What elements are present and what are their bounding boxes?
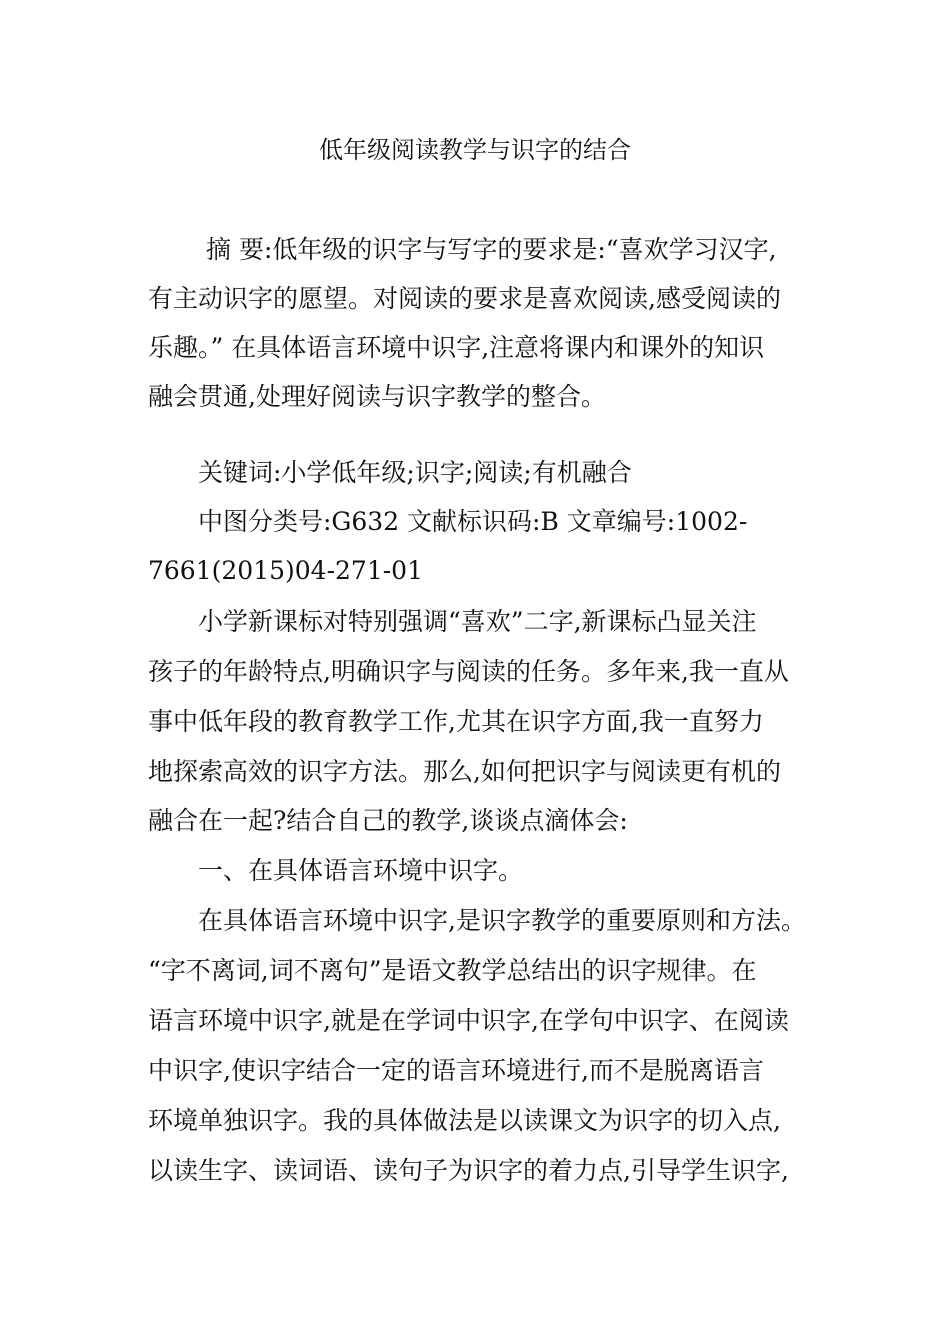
section-heading: 一、在具体语言环境中识字。	[198, 856, 524, 885]
body-line: 事中低年段的教育教学工作,尤其在识字方面,我一直努力	[148, 707, 764, 736]
abstract-line: 摘 要:低年级的识字与写字的要求是:“喜欢学习汉字,	[206, 235, 777, 264]
body-line: 融合在一起?结合自己的教学,谈谈点滴体会:	[148, 806, 628, 835]
abstract-line: 有主动识字的愿望。对阅读的要求是喜欢阅读,感受阅读的	[148, 284, 781, 313]
abstract-line: 乐趣。” 在具体语言环境中识字,注意将课内和课外的知识	[148, 333, 765, 362]
body-line: 地探索高效的识字方法。那么,如何把识字与阅读更有机的	[148, 757, 781, 786]
body-line: 在具体语言环境中识字,是识字教学的重要原则和方法。	[198, 906, 806, 935]
body-line: 语言环境中识字,就是在学词中识字,在学句中识字、在阅读	[148, 1006, 789, 1035]
body-line: 中识字,使识字结合一定的语言环境进行,而不是脱离语言	[148, 1056, 764, 1085]
abstract-line: 融会贯通,处理好阅读与识字教学的整合。	[148, 382, 606, 411]
body-line: 环境单独识字。我的具体做法是以读课文为识字的切入点,	[148, 1106, 781, 1135]
document-title: 低年级阅读教学与识字的结合	[319, 136, 631, 164]
keywords-line: 关键词:小学低年级;识字;阅读;有机融合	[198, 458, 632, 487]
classification-line: 中图分类号:G632 文献标识码:B 文章编号:1002-	[198, 507, 748, 536]
body-line: 孩子的年龄特点,明确识字与阅读的任务。多年来,我一直从	[148, 657, 789, 686]
classification-line: 7661(2015)04-271-01	[148, 556, 423, 585]
body-line: 以读生字、读词语、读句子为识字的着力点,引导学生识字,	[148, 1156, 789, 1185]
body-line: “字不离词,词不离句”是语文教学总结出的识字规律。在	[148, 956, 757, 985]
body-line: 小学新课标对特别强调“喜欢”二字,新课标凸显关注	[198, 607, 757, 636]
